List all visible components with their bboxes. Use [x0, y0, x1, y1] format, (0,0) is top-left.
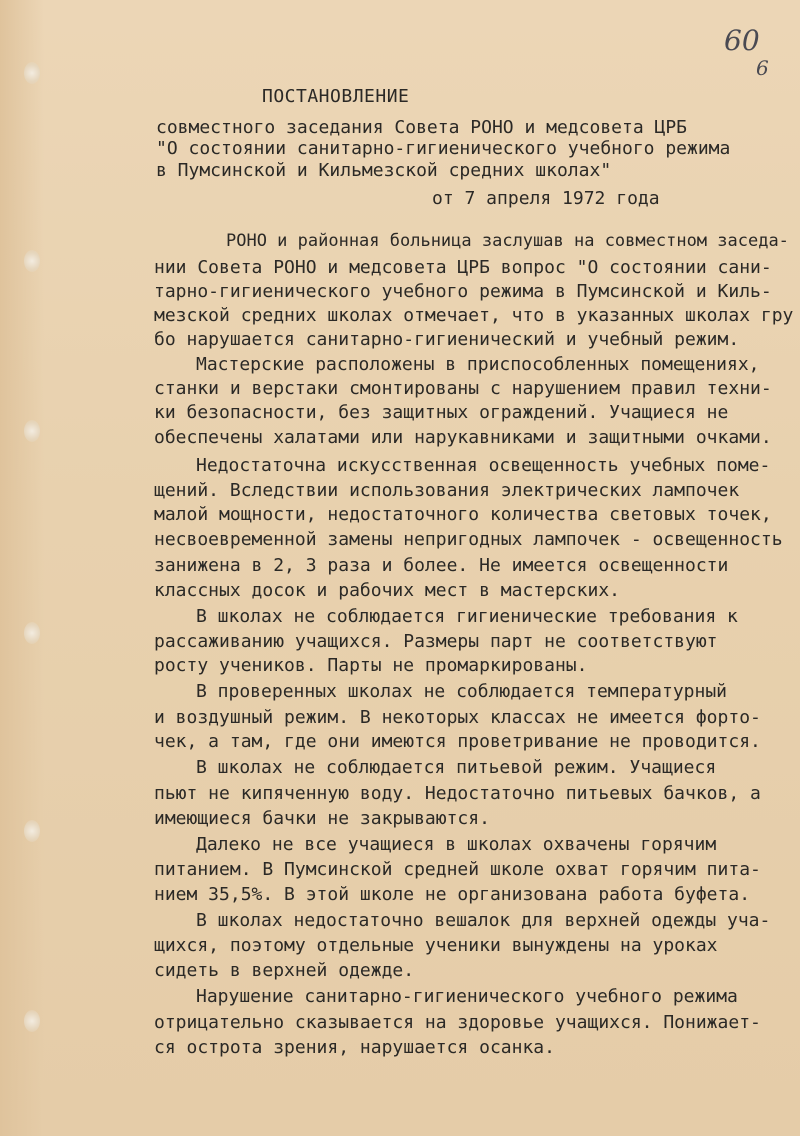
body-line: В школах не соблюдается гигиенические требования к — [196, 606, 738, 627]
subtitle-line: в Пумсинской и Кильмезской средних школах" — [156, 160, 612, 181]
body-line: сидеть в верхней одежде. — [154, 960, 415, 981]
body-line: щихся, поэтому отдельные ученики вынуждены на уроках — [154, 935, 718, 956]
body-line: Нарушение санитарно-гигиенического учебного режима — [196, 986, 738, 1007]
page-edge-shadow — [0, 0, 44, 1136]
body-line: нием 35,5%. В этой школе не организована работа буфета. — [154, 884, 751, 905]
body-line: тарно-гигиенического учебного режима в Пумсинской и Киль- — [154, 281, 772, 302]
body-line: ки безопасности, без защитных ограждений. Учащиеся не — [154, 402, 729, 423]
binding-hole — [24, 250, 40, 272]
body-line: росту учеников. Парты не промаркированы. — [154, 655, 588, 676]
body-line: Далеко не все учащиеся в школах охвачены горячим — [196, 834, 717, 855]
body-line: ся острота зрения, нарушается осанка. — [154, 1037, 555, 1058]
body-line: классных досок и рабочих мест в мастерских. — [154, 580, 620, 601]
handwritten-page-number: 60 — [724, 24, 760, 57]
body-line: занижена в 2, 3 раза и более. Не имеется освещенности — [154, 555, 729, 576]
binding-hole — [24, 622, 40, 644]
body-line: щений. Вследствии использования электрических лампочек — [154, 480, 740, 501]
body-line: В проверенных школах не соблюдается температурный — [196, 681, 728, 702]
binding-hole — [24, 820, 40, 842]
subtitle-line: совместного заседания Совета РОНО и медсовета ЦРБ — [156, 117, 688, 138]
binding-hole — [24, 420, 40, 442]
body-line: мезской средних школах отмечает, что в указанных школах гру — [154, 305, 794, 326]
binding-hole — [24, 62, 40, 84]
body-line: В школах не соблюдается питьевой режим. Учащиеся — [196, 757, 717, 778]
body-line: питанием. В Пумсинской средней школе охват горячим пита- — [154, 859, 761, 880]
subtitle-line: "О состоянии санитарно-гигиенического учебного режима — [156, 138, 731, 159]
body-line: пьют не кипяченную воду. Недостаточно питьевых бачков, а — [154, 783, 761, 804]
body-line: Мастерские расположены в приспособленных помещениях, — [196, 354, 760, 375]
body-line: рассаживанию учащихся. Размеры парт не соответствуют — [154, 631, 718, 652]
body-line: несвоевременной замены непригодных лампочек - освещенность — [154, 529, 783, 550]
body-line: чек, а там, где они имеются проветривание не проводится. — [154, 731, 761, 752]
body-line: РОНО и районная больница заслушав на совместном заседа- — [226, 231, 789, 251]
body-line: Недостаточна искусственная освещенность учебных поме- — [196, 455, 771, 476]
body-line: малой мощности, недостаточного количества световых точек, — [154, 504, 772, 525]
binding-hole — [24, 1010, 40, 1032]
body-line: отрицательно сказывается на здоровье учащихся. Понижает- — [154, 1012, 761, 1033]
body-line: обеспечены халатами или нарукавниками и защитными очками. — [154, 427, 772, 448]
body-line: станки и верстаки смонтированы с нарушением правил техни- — [154, 378, 772, 399]
body-line: бо нарушается санитарно-гигиенический и учебный режим. — [154, 329, 740, 350]
document-date: от 7 апреля 1972 года — [432, 188, 660, 209]
body-line: имеющиеся бачки не закрываются. — [154, 808, 490, 829]
body-line: и воздушный режим. В некоторых классах не имеется форто- — [154, 707, 761, 728]
body-line: В школах недостаточно вешалок для верхней одежды уча- — [196, 910, 771, 931]
document-title: ПОСТАНОВЛЕНИЕ — [262, 86, 410, 107]
body-line: нии Совета РОНО и медсовета ЦРБ вопрос "О состоянии сани- — [154, 257, 772, 278]
handwritten-page-number-secondary: 6 — [756, 56, 769, 80]
